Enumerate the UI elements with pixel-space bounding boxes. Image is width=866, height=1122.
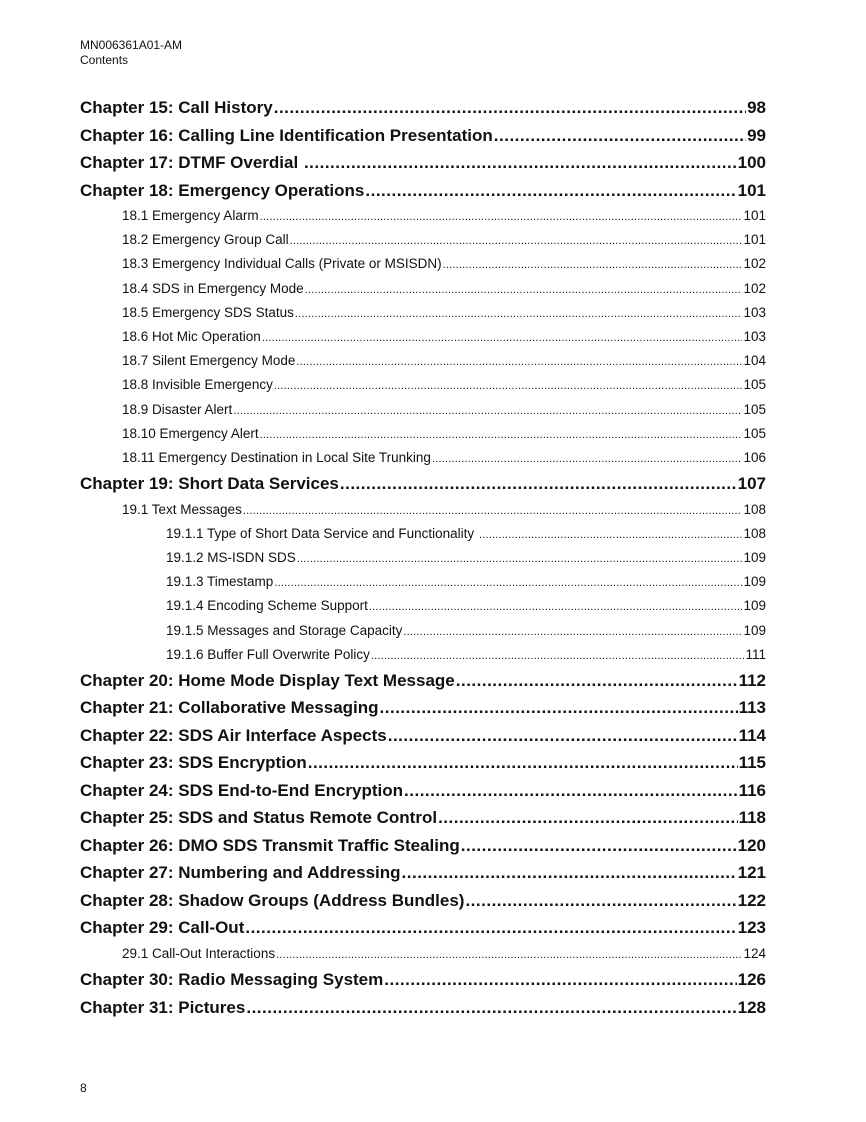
toc-entry-page: 108: [743, 525, 766, 541]
toc-entry-title: Chapter 15: Call History: [80, 98, 273, 117]
toc-dot-leader: [432, 446, 743, 470]
toc-chapter-entry[interactable]: [80, 694, 766, 722]
toc-dot-leader: [365, 177, 736, 205]
toc-section-entry[interactable]: [80, 252, 766, 276]
toc-entry-title: Chapter 23: SDS Encryption: [80, 753, 307, 773]
toc-entry-page: 107: [737, 474, 766, 494]
toc-chapter-entry[interactable]: [80, 667, 766, 695]
toc-dot-leader: [388, 722, 738, 750]
toc-dot-leader: [276, 942, 742, 966]
toc-entry-title: Chapter 22: SDS Air Interface Aspects: [80, 725, 387, 745]
toc-section-entry[interactable]: [80, 422, 766, 446]
toc-entry-page: 123: [737, 918, 766, 938]
page-number: 8: [80, 1081, 87, 1095]
toc-section-entry[interactable]: [80, 277, 766, 301]
toc-entry-title: Chapter 18: Emergency Operations: [80, 180, 365, 200]
toc-entry-page: 103: [743, 328, 766, 344]
table-of-contents: [80, 94, 766, 1021]
toc-entry-page: 102: [743, 280, 766, 296]
toc-dot-leader: [384, 966, 736, 994]
toc-entry-title: 18.5 Emergency SDS Status: [122, 304, 294, 320]
toc-entry-title: Chapter 27: Numbering and Addressing: [80, 863, 401, 883]
toc-chapter-entry[interactable]: [80, 177, 766, 205]
toc-chapter-entry[interactable]: [80, 122, 766, 150]
toc-entry-title: Chapter 30: Radio Messaging System: [80, 970, 384, 990]
toc-entry-title: 18.11 Emergency Destination in Local Site Trunking: [122, 449, 431, 465]
toc-entry-page: 111: [745, 646, 766, 662]
toc-section-entry[interactable]: [80, 643, 766, 667]
toc-chapter-entry[interactable]: [80, 832, 766, 860]
toc-dot-leader: [479, 522, 743, 546]
toc-dot-leader: [243, 498, 743, 522]
toc-section-entry[interactable]: [80, 349, 766, 373]
toc-section-entry[interactable]: [80, 373, 766, 397]
toc-entry-page: 98: [747, 98, 766, 117]
toc-dot-leader: [380, 694, 738, 722]
toc-entry-page: 100: [737, 153, 766, 172]
toc-chapter-entry[interactable]: [80, 859, 766, 887]
toc-section-entry[interactable]: [80, 619, 766, 643]
toc-entry-page: 113: [738, 698, 766, 718]
toc-section-entry[interactable]: [80, 204, 766, 228]
toc-section-entry[interactable]: [80, 446, 766, 470]
toc-entry-page: 101: [737, 180, 766, 200]
toc-chapter-entry[interactable]: [80, 914, 766, 942]
toc-chapter-entry[interactable]: [80, 966, 766, 994]
toc-dot-leader: [403, 619, 742, 643]
toc-entry-page: 122: [737, 890, 766, 910]
toc-entry-title: Chapter 24: SDS End-to-End Encryption: [80, 780, 404, 800]
toc-entry-page: 124: [743, 945, 766, 961]
toc-entry-page: 112: [738, 670, 766, 690]
toc-entry-title: Chapter 20: Home Mode Display Text Message: [80, 670, 455, 690]
toc-entry-page: 104: [743, 353, 766, 369]
toc-entry-title: 18.4 SDS in Emergency Mode: [122, 280, 304, 296]
toc-dot-leader: [274, 373, 743, 397]
toc-dot-leader: [443, 252, 743, 276]
page-header: [80, 38, 182, 68]
toc-dot-leader: [494, 122, 746, 150]
toc-dot-leader: [296, 349, 742, 373]
toc-dot-leader: [274, 94, 746, 122]
toc-chapter-entry[interactable]: [80, 804, 766, 832]
toc-entry-title: 19.1.4 Encoding Scheme Support: [166, 598, 368, 614]
toc-entry-page: 128: [737, 997, 766, 1017]
toc-chapter-entry[interactable]: [80, 777, 766, 805]
toc-section-entry[interactable]: [80, 942, 766, 966]
toc-entry-title: Chapter 21: Collaborative Messaging: [80, 698, 379, 718]
toc-entry-title: 18.2 Emergency Group Call: [122, 232, 289, 248]
toc-dot-leader: [290, 228, 743, 252]
toc-section-entry[interactable]: [80, 522, 766, 546]
toc-entry-title: Chapter 17: DTMF Overdial: [80, 153, 303, 172]
toc-entry-title: Chapter 25: SDS and Status Remote Control: [80, 808, 438, 828]
toc-entry-page: 121: [737, 863, 766, 883]
toc-entry-title: Chapter 19: Short Data Services: [80, 474, 339, 494]
toc-entry-page: 106: [743, 449, 766, 465]
toc-dot-leader: [246, 994, 736, 1022]
toc-entry-title: 18.7 Silent Emergency Mode: [122, 353, 296, 369]
toc-section-entry[interactable]: [80, 398, 766, 422]
toc-chapter-entry[interactable]: [80, 887, 766, 915]
toc-entry-title: 18.6 Hot Mic Operation: [122, 328, 261, 344]
toc-entry-title: 29.1 Call-Out Interactions: [122, 945, 276, 961]
toc-entry-title: 19.1 Text Messages: [122, 501, 242, 517]
toc-dot-leader: [274, 570, 742, 594]
toc-entry-title: 18.3 Emergency Individual Calls (Private or MSISDN): [122, 256, 442, 272]
toc-entry-page: 101: [743, 208, 766, 223]
toc-chapter-entry[interactable]: [80, 149, 766, 177]
toc-dot-leader: [245, 914, 736, 942]
toc-section-entry[interactable]: [80, 301, 766, 325]
toc-entry-page: 109: [743, 574, 766, 590]
toc-entry-page: 120: [737, 835, 766, 855]
toc-dot-leader: [465, 887, 736, 915]
toc-entry-title: Chapter 28: Shadow Groups (Address Bundles): [80, 890, 465, 910]
toc-section-entry[interactable]: [80, 546, 766, 570]
toc-chapter-entry[interactable]: [80, 722, 766, 750]
toc-section-entry[interactable]: [80, 594, 766, 618]
toc-dot-leader: [297, 546, 743, 570]
toc-dot-leader: [260, 204, 743, 228]
toc-entry-title: Chapter 16: Calling Line Identification Presentation: [80, 125, 493, 145]
toc-entry-page: 109: [743, 622, 766, 638]
toc-section-entry[interactable]: [80, 570, 766, 594]
toc-dot-leader: [233, 398, 742, 422]
toc-section-entry[interactable]: [80, 228, 766, 252]
toc-entry-title: 19.1.3 Timestamp: [166, 574, 274, 590]
toc-entry-title: 18.10 Emergency Alert: [122, 425, 259, 441]
toc-dot-leader: [260, 422, 743, 446]
toc-dot-leader: [369, 594, 743, 618]
toc-chapter-entry[interactable]: [80, 470, 766, 498]
toc-entry-page: 114: [738, 725, 766, 745]
toc-entry-page: 109: [743, 549, 766, 565]
toc-entry-page: 105: [743, 377, 766, 393]
toc-dot-leader: [304, 149, 737, 177]
toc-entry-title: Chapter 29: Call-Out: [80, 918, 245, 938]
toc-chapter-entry[interactable]: [80, 749, 766, 777]
toc-entry-page: 105: [743, 401, 766, 417]
toc-section-entry[interactable]: [80, 498, 766, 522]
section-title: Contents: [80, 53, 129, 67]
toc-entry-page: 101: [743, 232, 766, 248]
toc-dot-leader: [262, 325, 743, 349]
toc-dot-leader: [371, 643, 745, 667]
toc-entry-page: 102: [743, 256, 766, 272]
toc-entry-title: Chapter 31: Pictures: [80, 997, 246, 1017]
toc-chapter-entry[interactable]: [80, 994, 766, 1022]
toc-entry-page: 109: [743, 598, 766, 614]
toc-entry-title: 18.8 Invisible Emergency: [122, 377, 273, 393]
toc-entry-page: 105: [743, 425, 766, 441]
toc-entry-title: 19.1.6 Buffer Full Overwrite Policy: [166, 646, 370, 662]
toc-entry-title: 19.1.5 Messages and Storage Capacity: [166, 622, 403, 638]
toc-dot-leader: [402, 859, 737, 887]
toc-chapter-entry[interactable]: [80, 94, 766, 122]
document-id: MN006361A01-AM: [80, 38, 183, 52]
toc-entry-page: 108: [743, 501, 766, 517]
toc-dot-leader: [456, 667, 738, 695]
toc-entry-page: 115: [738, 753, 766, 773]
toc-entry-title: 19.1.1 Type of Short Data Service and Functionality: [166, 525, 478, 541]
toc-dot-leader: [438, 804, 738, 832]
toc-dot-leader: [295, 301, 743, 325]
toc-entry-title: 18.9 Disaster Alert: [122, 401, 233, 417]
toc-dot-leader: [340, 470, 737, 498]
toc-entry-page: 126: [737, 970, 766, 990]
toc-entry-page: 116: [738, 780, 766, 800]
toc-section-entry[interactable]: [80, 325, 766, 349]
toc-entry-page: 99: [747, 125, 766, 145]
toc-dot-leader: [461, 832, 737, 860]
toc-dot-leader: [308, 749, 738, 777]
toc-dot-leader: [305, 277, 743, 301]
toc-dot-leader: [404, 777, 738, 805]
toc-entry-page: 118: [738, 808, 766, 828]
toc-entry-page: 103: [743, 304, 766, 320]
toc-entry-title: 19.1.2 MS-ISDN SDS: [166, 549, 296, 565]
toc-entry-title: Chapter 26: DMO SDS Transmit Traffic Stealing: [80, 835, 460, 855]
toc-entry-title: 18.1 Emergency Alarm: [122, 208, 259, 223]
